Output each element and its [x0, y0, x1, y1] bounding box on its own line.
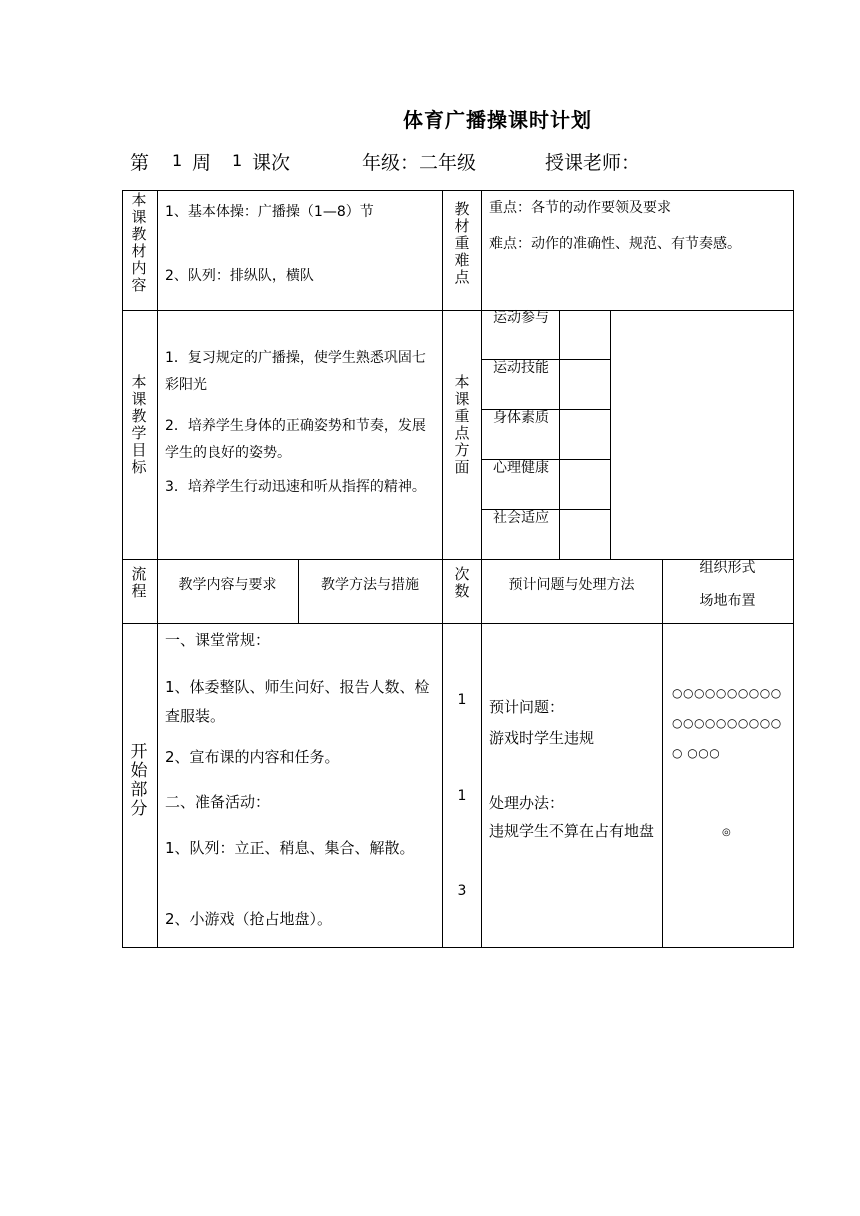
aspect-physical-fitness: 身体素质 — [493, 410, 549, 426]
week-prefix: 第 — [130, 152, 150, 174]
table-border-bottom — [122, 947, 794, 948]
organization-header: 组织形式 — [699, 560, 756, 576]
lesson-label: 课次 — [252, 152, 291, 174]
table-border-right — [793, 190, 794, 948]
row-divider — [122, 623, 794, 624]
teacher-position-icon: ◎ — [722, 827, 731, 838]
venue-header: 场地布置 — [699, 593, 756, 609]
content-item-2: 2、队列：排纵队，横队 — [165, 268, 314, 284]
times-value: 3 — [457, 883, 467, 899]
problem-title: 预计问题： — [489, 698, 565, 716]
content-row-label: 本 课 教 材 内 容 — [131, 191, 147, 294]
lesson-number: 1 — [232, 151, 243, 170]
content-item-1: 1、基本体操：广播操（1—8）节 — [165, 204, 374, 220]
content-header: 教学内容与要求 — [178, 577, 277, 593]
aspect-sport-participation: 运动参与 — [493, 310, 549, 326]
warmup-heading: 二、准备活动： — [165, 793, 271, 811]
start-section-label: 开 始 部 分 — [130, 742, 148, 819]
solution-text: 违规学生不算在占有地盘 — [489, 822, 655, 840]
col-divider — [662, 559, 663, 948]
goal-1: 1．复习规定的广播操，使学生熟悉巩固七彩阳光 — [165, 350, 426, 393]
focus-label: 本 课 重 点 方 面 — [454, 373, 470, 476]
key-point: 重点：各节的动作要领及要求 — [489, 200, 671, 216]
formation-row: ○○○○○○○○○○ — [672, 716, 782, 730]
times-value: 1 — [457, 692, 467, 708]
week-number: 1 — [172, 151, 183, 170]
goal-2: 2．培养学生身体的正确姿势和节奏，发展学生的良好的姿势。 — [165, 418, 426, 461]
goal-3: 3．培养学生行动迅速和听从指挥的精神。 — [165, 479, 426, 495]
aspect-sport-skill: 运动技能 — [493, 360, 549, 376]
teacher-label: 授课老师： — [545, 152, 641, 174]
col-divider — [157, 190, 158, 948]
routine-item-2: 2、宣布课的内容和任务。 — [165, 748, 340, 766]
col-divider — [481, 190, 482, 948]
col-divider — [442, 190, 443, 948]
problem-text: 游戏时学生违规 — [489, 729, 595, 747]
key-points-label: 教 材 重 难 点 — [454, 200, 470, 286]
formation-row: ○ ○○○ — [672, 746, 721, 760]
difficulty-point: 难点：动作的准确性、规范、有节奏感。 — [489, 236, 741, 252]
routine-heading: 一、课堂常规： — [165, 631, 271, 649]
page-title: 体育广播操课时计划 — [403, 108, 592, 132]
problem-header: 预计问题与处理方法 — [508, 577, 635, 593]
formation-row: ○○○○○○○○○○ — [672, 686, 782, 700]
routine-item-1: 1、体委整队、师生问好、报告人数、检查服装。 — [165, 678, 430, 725]
warmup-item-2: 2、小游戏（抢占地盘）。 — [165, 910, 333, 928]
times-value: 1 — [457, 788, 467, 804]
flow-header: 流 程 — [131, 565, 147, 600]
goals-row-label: 本 课 教 学 目 标 — [131, 373, 147, 476]
aspect-social-adaptation: 社会适应 — [493, 510, 549, 526]
aspect-mental-health: 心理健康 — [493, 460, 549, 476]
col-divider — [559, 310, 560, 560]
week-label: 周 — [192, 152, 212, 174]
col-divider — [610, 310, 611, 560]
table-border-top — [122, 190, 794, 191]
grade-label: 年级：二年级 — [362, 152, 477, 174]
row-divider — [122, 310, 794, 311]
solution-title: 处理办法： — [489, 794, 565, 812]
times-header: 次 数 — [454, 565, 470, 600]
method-header: 教学方法与措施 — [321, 577, 419, 593]
warmup-item-1: 1、队列：立正、稍息、集合、解散。 — [165, 839, 415, 857]
table-border-left — [122, 190, 123, 948]
